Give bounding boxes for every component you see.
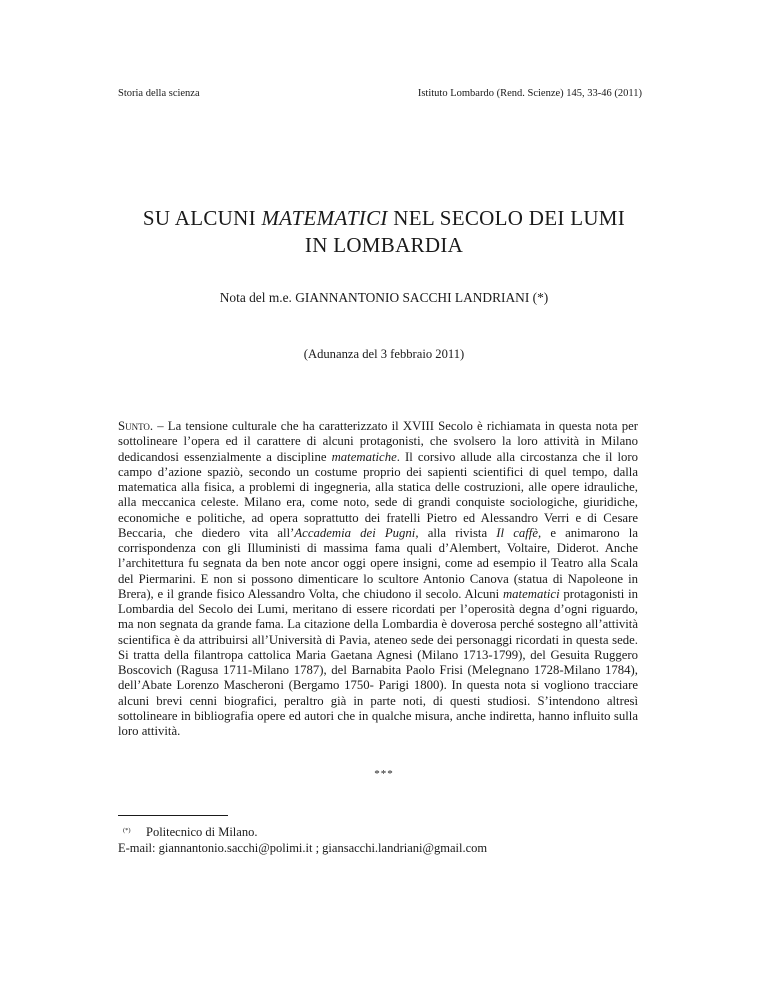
footnote-affiliation-line [118, 824, 658, 840]
title-part: NEL SECOLO DEI LUMI [387, 206, 626, 230]
abstract-label: Sunto. [118, 419, 154, 433]
running-header [118, 88, 642, 104]
abstract-text: . Il corsivo allude alla circostanza che il loro campo d’azione spaziò, secondo un costume proprio dei sapienti scientifici di quel tempo, dalla matematica alla fisica, a problemi di ingegneria, alla statica delle costruzioni, alle opere idrauliche, alla meccanica celeste. Milano era, come noto, sede di grandi conquiste sociologiche, giuridiche, economiche e politiche, ad opera soprattutto dei fratelli Pietro ed Alessandro Verri e di Cesare Beccaria, che diedero vita all’ [118, 449, 638, 540]
paper-title [100, 205, 668, 259]
abstract-text: e animarono la corrispondenza con gli Illuministi di massima fama quali d’Alembert, Voltaire, Diderot. Anche l’architettura fu segnata da ben note ancor oggi opere insigni, come ad esempio il Teatro alla Scala del Piermarini. E non si possono dimenticare lo scultore Antonio Canova (statua di Napoleone in Brera), e il grande fisico Alessandro Volta, che chiudono il secolo. Alcuni [118, 525, 638, 601]
section-label: Storia della scienza [118, 88, 200, 99]
abstract-emphasis: matematici [502, 586, 560, 601]
author-line: Nota del m.e. GIANNANTONIO SACCHI LANDRIANI (*) [219, 290, 549, 305]
journal-citation: Istituto Lombardo (Rend. Scienze) 145, 33-46 (2011) [417, 88, 642, 99]
abstract-emphasis: Il caffè, [496, 525, 542, 540]
abstract [118, 419, 638, 739]
footnote-email: E-mail: giannantonio.sacchi@polimi.it ; giansacchi.landriani@gmail.com [118, 841, 488, 855]
footnote-rule [118, 815, 228, 816]
section-separator: *** [374, 768, 394, 780]
title-emphasis: MATEMATICI [261, 206, 388, 230]
abstract-emphasis: Accademia dei Pugni, [294, 525, 419, 540]
abstract-text: – La tensione culturale che ha caratterizzato il XVIII Secolo è richiamata in questa nota per sottolineare l’opera ed il carattere di alcuni protagonisti, che svolsero la loro attività in Milano dedicandosi essenzialmente a discipline [118, 419, 638, 464]
meeting-date: (Adunanza del 3 febbraio 2011) [303, 347, 465, 361]
abstract-text: alla rivista [418, 525, 497, 540]
abstract-text: protagonisti in Lombardia del Secolo dei Lumi, meritano di essere ricordati per l’operosità degna d’ogni riguardo, ma non segnata da grande fama. La citazione della Lombardia è doverosa perché sostegno all’attività scientifica è da attribuirsi all’Università di Pavia, ateneo sede dei personaggi ricordati in questa sede. Si tratta della filantropa cattolica Maria Gaetana Agnesi (Milano 1713-1799), del Gesuita Ruggero Boscovich (Ragusa 1711-Milano 1787), del Barnabita Paolo Frisi (Melegnano 1728-Milano 1784), dell’Abate Lorenzo Mascheroni (Bergamo 1750- Parigi 1800). In questa nota si vogliono tracciare alcuni brevi cenni biografici, peraltro già in parte noti, di questi studiosi. S’intendono altresì sottolineare in bibliografia opere ed autori che in qualche misura, anche indiretta, hanno influito sulla loro attività. [118, 586, 638, 738]
footnote [118, 824, 658, 856]
abstract-emphasis: matematiche [331, 449, 397, 464]
title-part: SU ALCUNI [142, 206, 262, 230]
footnote-affiliation: Politecnico di Milano. [146, 825, 258, 839]
title-line-2: IN LOMBARDIA [304, 233, 464, 257]
footnote-mark: (*) [123, 827, 131, 834]
title-line-1 [100, 205, 668, 232]
